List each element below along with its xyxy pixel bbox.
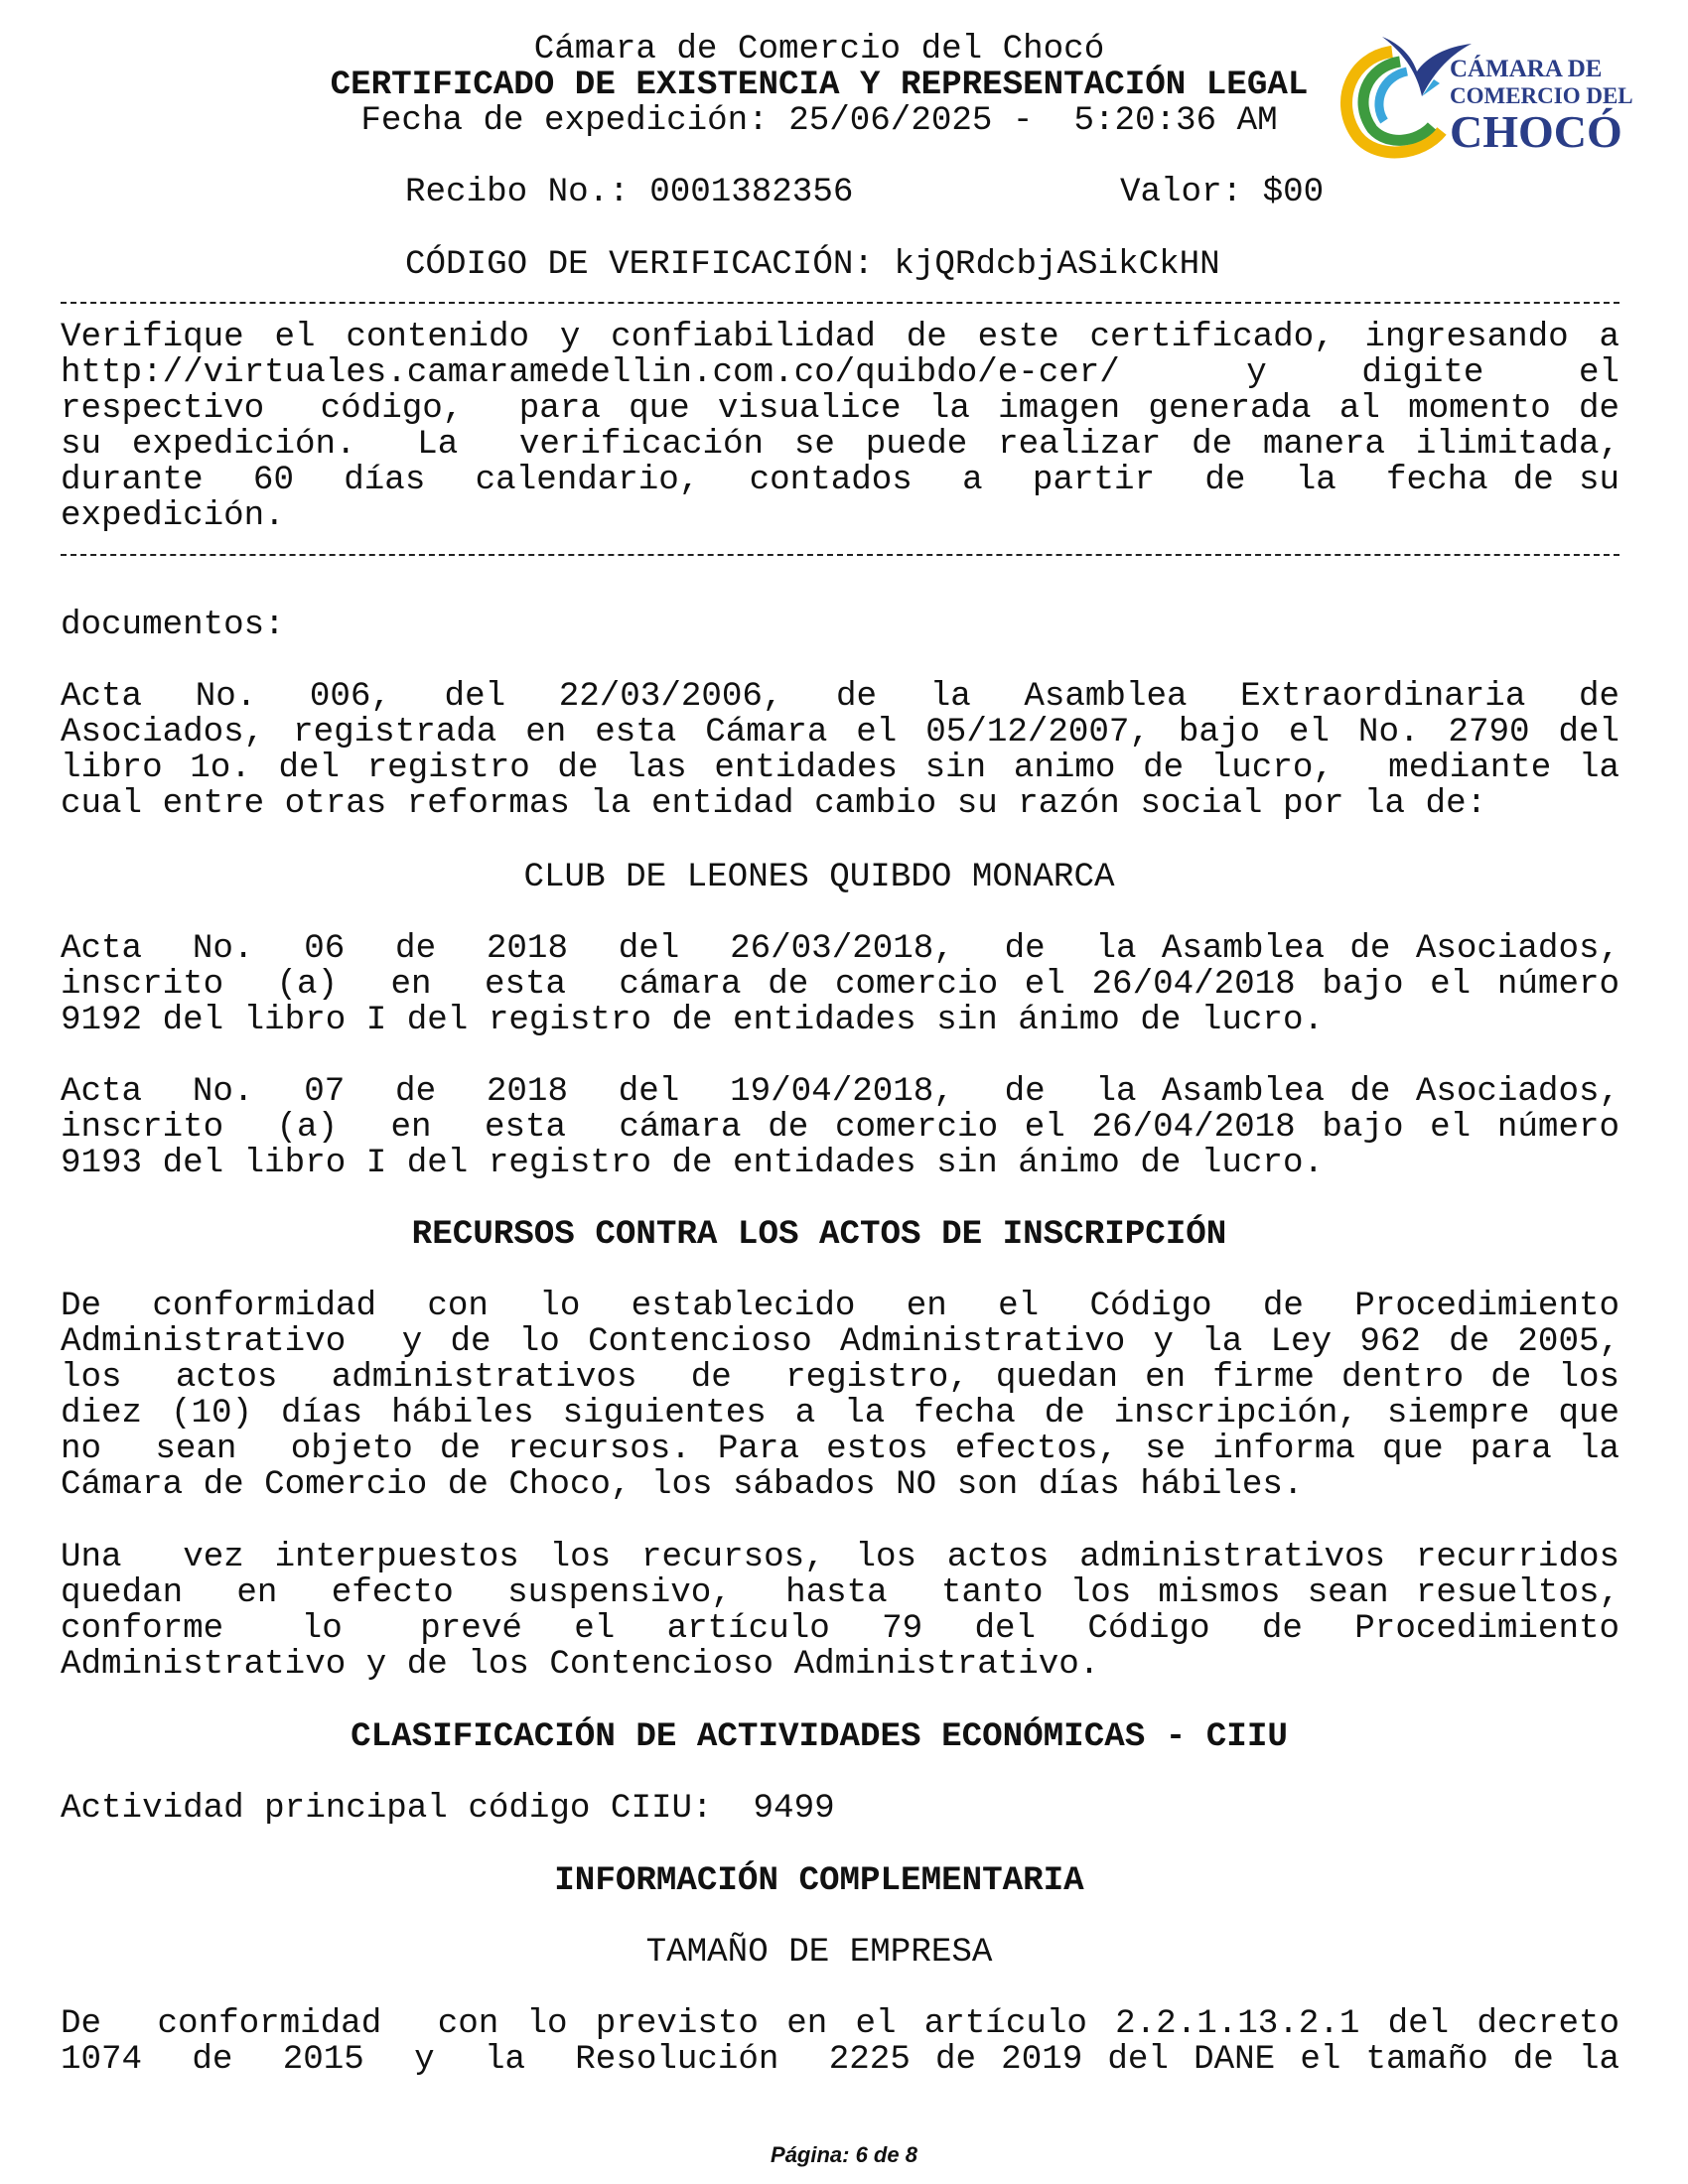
recursos-line: De conformidad con lo establecido en el Código de Procedimiento xyxy=(61,1288,1619,1325)
notice-line: Verifique el contenido y confiabilidad de este certificado, ingresando a xyxy=(61,319,1619,356)
tamano-line: De conformidad con lo previsto en el artículo 2.2.1.13.2.1 del decreto xyxy=(61,2005,1619,2043)
acta-06-line: inscrito (a) en esta cámara de comercio el 26/04/2018 bajo el número xyxy=(61,966,1619,1004)
recursos-line: los actos administrativos de registro, quedan en firme dentro de los xyxy=(61,1359,1619,1397)
chamber-name: Cámara de Comercio del Chocó xyxy=(533,31,1105,68)
ciiu-activity: Actividad principal código CIIU: 9499 xyxy=(61,1790,835,1828)
new-entity-name: CLUB DE LEONES QUIBDO MONARCA xyxy=(523,859,1115,896)
recursos-line: diez (10) días hábiles siguientes a la fecha de inscripción, siempre que xyxy=(61,1395,1619,1433)
acta-07-line: 9193 del libro I del registro de entidades sin ánimo de lucro. xyxy=(61,1145,1324,1182)
notice-line: http://virtuales.camaramedellin.com.co/quibdo/e-cer/ y digite el xyxy=(61,354,1619,392)
acta-006-line: Asociados, registrada en esta Cámara el 05/12/2007, bajo el No. 2790 del xyxy=(61,714,1619,751)
recursos-line: Cámara de Comercio de Choco, los sábados NO son días hábiles. xyxy=(61,1466,1304,1504)
acta-07-line: inscrito (a) en esta cámara de comercio el 26/04/2018 bajo el número xyxy=(61,1109,1619,1147)
acta-06-line: 9192 del libro I del registro de entidades sin ánimo de lucro. xyxy=(61,1002,1324,1039)
recursos-line-2: Una vez interpuestos los recursos, los actos administrativos recurridos xyxy=(61,1539,1619,1576)
dashed-divider-bottom xyxy=(61,554,1619,556)
receipt-value: Valor: $00 xyxy=(1120,174,1325,211)
recursos-line-2: conforme lo prevé el artículo 79 del Código de Procedimiento xyxy=(61,1610,1619,1648)
notice-line: respectivo código, para que visualice la imagen generada al momento de xyxy=(61,390,1619,428)
acta-006-line: Acta No. 006, del 22/03/2006, de la Asamblea Extraordinaria de xyxy=(61,678,1619,716)
dashed-divider-top xyxy=(61,302,1619,304)
acta-006-line: cual entre otras reformas la entidad cambio su razón social por la de: xyxy=(61,785,1487,823)
recursos-line: Administrativo y de lo Contencioso Administrativo y la Ley 962 de 2005, xyxy=(61,1323,1619,1361)
notice-line: durante 60 días calendario, contados a partir de la fecha de su xyxy=(61,462,1619,499)
ciiu-heading: CLASIFICACIÓN DE ACTIVIDADES ECONÓMICAS - CIIU xyxy=(351,1718,1288,1756)
acta-06-line: Acta No. 06 de 2018 del 26/03/2018, de la Asamblea de Asociados, xyxy=(61,930,1619,968)
notice-line: su expedición. La verificación se puede realizar de manera ilimitada, xyxy=(61,426,1619,464)
recursos-heading: RECURSOS CONTRA LOS ACTOS DE INSCRIPCIÓN xyxy=(411,1216,1227,1254)
verification-code: CÓDIGO DE VERIFICACIÓN: kjQRdcbjASikCkHN xyxy=(405,246,1220,284)
page-number: Página: 6 de 8 xyxy=(771,2142,917,2167)
issue-date: Fecha de expedición: 25/06/2025 - 5:20:36 AM xyxy=(360,102,1278,140)
notice-line: expedición. xyxy=(61,497,285,535)
acta-006-line: libro 1o. del registro de las entidades sin animo de lucro, mediante la xyxy=(61,750,1619,787)
recursos-line-2: quedan en efecto suspensivo, hasta tanto los mismos sean resueltos, xyxy=(61,1574,1619,1612)
certificate-title: CERTIFICADO DE EXISTENCIA Y REPRESENTACIÓN LEGAL xyxy=(330,67,1309,104)
logo-text-line2: COMERCIO DEL xyxy=(1450,83,1633,108)
documentos-label: documentos: xyxy=(61,607,285,644)
logo-text-line1: CÁMARA DE xyxy=(1450,56,1603,82)
tamano-line: 1074 de 2015 y la Resolución 2225 de 2019 del DANE el tamaño de la xyxy=(61,2041,1619,2079)
receipt-number: Recibo No.: 0001382356 xyxy=(405,174,854,211)
recursos-line-2: Administrativo y de los Contencioso Administrativo. xyxy=(61,1646,1100,1684)
info-heading: INFORMACIÓN COMPLEMENTARIA xyxy=(554,1862,1084,1900)
logo-text-line3: CHOCÓ xyxy=(1450,106,1622,157)
recursos-line: no sean objeto de recursos. Para estos efectos, se informa que para la xyxy=(61,1431,1619,1468)
acta-07-line: Acta No. 07 de 2018 del 19/04/2018, de la Asamblea de Asociados, xyxy=(61,1073,1619,1111)
tamano-heading: TAMAÑO DE EMPRESA xyxy=(645,1934,993,1972)
